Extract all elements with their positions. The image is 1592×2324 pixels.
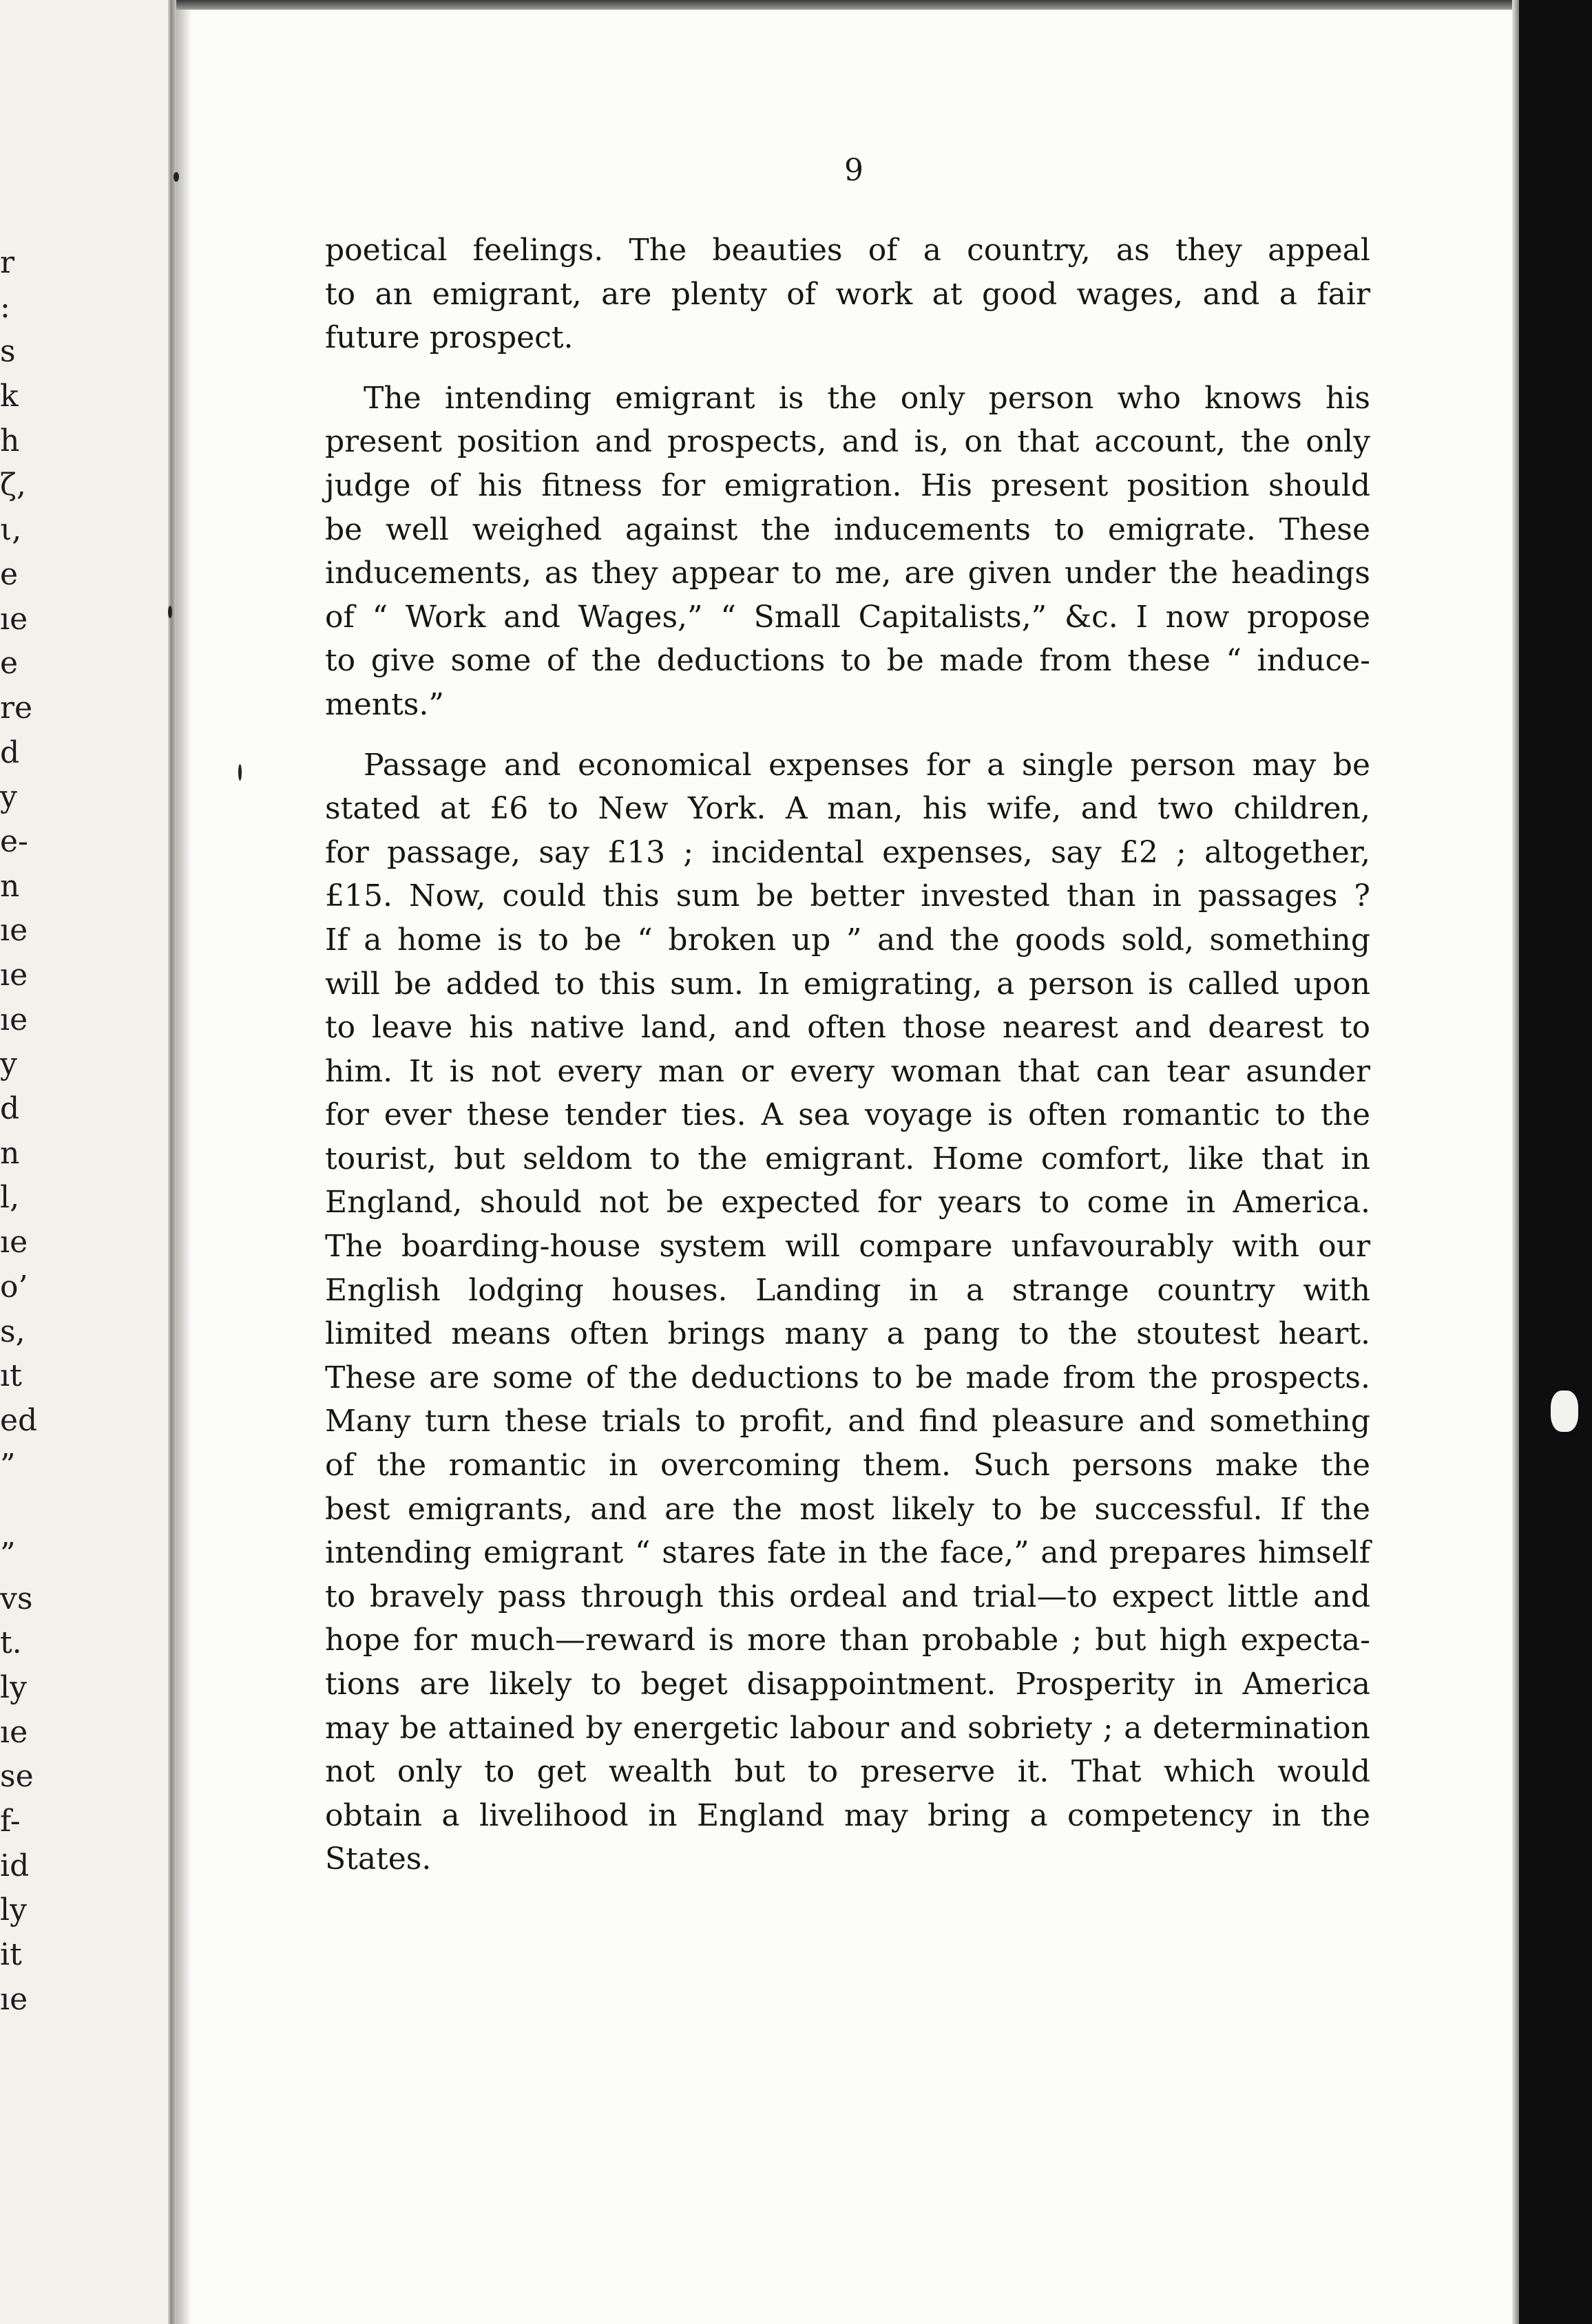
gutter-shadow bbox=[176, 0, 191, 2324]
text-line: Many turn these trials to profit, and find pleasure and something bbox=[325, 1404, 1370, 1439]
previous-page-line-ending: it bbox=[0, 1937, 22, 1973]
text-line: English lodging houses. Landing in a strange country with bbox=[325, 1272, 1370, 1308]
previous-page-line-ending: vs bbox=[0, 1581, 33, 1616]
page-number: 9 bbox=[844, 153, 863, 188]
previous-page-line-ending: ıe bbox=[0, 1225, 28, 1260]
scan-right-border bbox=[1519, 0, 1592, 2324]
paragraph bbox=[325, 743, 1370, 1881]
previous-page-line-ending: re bbox=[0, 690, 33, 726]
text-line: The boarding-house system will compare unfavourably with our bbox=[325, 1229, 1370, 1265]
text-line: of “ Work and Wages,” “ Small Capitalists,” &c. I now propose bbox=[325, 599, 1370, 635]
previous-page-line-ending: ıt bbox=[0, 1358, 22, 1394]
previous-page-line-ending: ıe bbox=[0, 1981, 28, 2017]
text-line: limited means often brings many a pang to the stoutest heart. bbox=[325, 1316, 1370, 1352]
paragraph bbox=[325, 229, 1370, 360]
previous-page-line-ending: y bbox=[0, 779, 17, 815]
text-line: will be added to this sum. In emigrating, a person is called upon bbox=[325, 966, 1370, 1002]
text-line: present position and prospects, and is, on that account, the only bbox=[325, 424, 1370, 460]
previous-page-line-ending: ly bbox=[0, 1892, 27, 1928]
text-line: not only to get wealth but to preserve it. That which would bbox=[325, 1754, 1370, 1790]
previous-page-line-ending: k bbox=[0, 379, 19, 414]
previous-page-line-ending: y bbox=[0, 1046, 17, 1082]
text-line: to an emigrant, are plenty of work at good wages, and a fair bbox=[325, 276, 1370, 312]
text-line: obtain a livelihood in England may bring a competency in the bbox=[325, 1797, 1370, 1833]
text-line: ments.” bbox=[325, 686, 444, 722]
text-line: tourist, but seldom to the emigrant. Home comfort, like that in bbox=[325, 1141, 1370, 1176]
previous-page-line-ending: ly bbox=[0, 1670, 27, 1705]
previous-page-line-ending: d bbox=[0, 1091, 20, 1127]
previous-page-line-ending: n bbox=[0, 1135, 20, 1171]
text-line: inducements, as they appear to me, are given under the headings bbox=[325, 556, 1370, 591]
previous-page-line-ending: e bbox=[0, 556, 19, 592]
text-line: tions are likely to beget disappointment. Prosperity in America bbox=[325, 1667, 1370, 1702]
text-line: judge of his fitness for emigration. His present position should bbox=[325, 467, 1370, 503]
previous-page-line-ending: id bbox=[0, 1848, 30, 1883]
previous-page-line-ending: ed bbox=[0, 1402, 38, 1438]
previous-page-line-ending: ıe bbox=[0, 601, 28, 637]
previous-page-line-ending bbox=[0, 1488, 41, 1532]
previous-page-edge bbox=[0, 0, 172, 2324]
text-line: of the romantic in overcoming them. Such persons make the bbox=[325, 1448, 1370, 1483]
text-line: him. It is not every man or every woman that can tear asunder bbox=[325, 1053, 1370, 1089]
previous-page-line-ending: s, bbox=[0, 1313, 25, 1349]
text-line: to give some of the deductions to be made from these “ induce- bbox=[325, 643, 1370, 679]
text-line: best emigrants, and are the most likely to be successful. If the bbox=[325, 1491, 1370, 1527]
text-line: These are some of the deductions to be made from the prospects. bbox=[325, 1360, 1370, 1395]
text-line: to bravely pass through this ordeal and trial—to expect little and bbox=[325, 1578, 1370, 1614]
text-line: intending emigrant “ stares fate in the face,” and prepares himself bbox=[325, 1535, 1370, 1571]
text-line: may be attained by energetic labour and sobriety ; a determination bbox=[325, 1710, 1370, 1746]
scan-speck bbox=[238, 764, 242, 781]
previous-page-line-ending: h bbox=[0, 423, 20, 458]
text-line: poetical feelings. The beauties of a country, as they appeal bbox=[325, 233, 1370, 268]
paragraph bbox=[325, 377, 1370, 727]
page-fold-line bbox=[168, 0, 176, 2324]
text-line: to leave his native land, and often those nearest and dearest to bbox=[325, 1010, 1370, 1046]
previous-page-line-ending: n bbox=[0, 868, 20, 904]
previous-page-line-ending: : bbox=[0, 289, 10, 325]
scan-speck bbox=[174, 172, 179, 182]
text-line: The intending emigrant is the only person who knows his bbox=[364, 380, 1370, 416]
text-line: for ever these tender ties. A sea voyage is often romantic to the bbox=[325, 1097, 1370, 1133]
previous-page-line-ending: ” bbox=[0, 1536, 16, 1572]
previous-page-line-ending: ıe bbox=[0, 958, 28, 993]
scan-top-edge bbox=[176, 0, 1592, 10]
previous-page-line-ending: f- bbox=[0, 1804, 21, 1839]
previous-page-line-ending: e- bbox=[0, 823, 28, 859]
previous-page-line-ending: se bbox=[0, 1759, 34, 1795]
text-line: Passage and economical expenses for a single person may be bbox=[364, 747, 1370, 783]
previous-page-line-ending: ι, bbox=[0, 512, 22, 548]
previous-page-line-ending: s bbox=[0, 334, 16, 370]
text-line: future prospect. bbox=[325, 320, 574, 356]
scan-speck bbox=[168, 606, 172, 618]
body-text bbox=[325, 229, 1370, 1881]
previous-page-line-ending: ıe bbox=[0, 913, 28, 949]
previous-page-line-endings bbox=[0, 241, 41, 2022]
previous-page-line-ending: e bbox=[0, 646, 19, 682]
previous-page-line-ending: r bbox=[0, 245, 15, 280]
previous-page-line-ending: d bbox=[0, 735, 20, 770]
scan-speck bbox=[1551, 1391, 1578, 1432]
text-line: States. bbox=[325, 1841, 432, 1877]
text-line: stated at £6 to New York. A man, his wife, and two children, bbox=[325, 791, 1370, 827]
text-line: hope for much—reward is more than probable ; but high expecta- bbox=[325, 1623, 1370, 1658]
previous-page-line-ending: t. bbox=[0, 1625, 22, 1661]
previous-page-line-ending: ” bbox=[0, 1447, 16, 1483]
previous-page-line-ending: ıe bbox=[0, 1002, 28, 1037]
text-line: £15. Now, could this sum be better invested than in passages ? bbox=[325, 878, 1370, 914]
previous-page-line-ending: ıe bbox=[0, 1714, 28, 1750]
previous-page-line-ending: ζ, bbox=[0, 467, 26, 503]
text-line: for passage, say £13 ; incidental expenses, say £2 ; altogether, bbox=[325, 834, 1370, 870]
text-line: England, should not be expected for years to come in America. bbox=[325, 1185, 1370, 1221]
text-line: be well weighed against the inducements to emigrate. These bbox=[325, 511, 1370, 547]
previous-page-line-ending: o’ bbox=[0, 1269, 28, 1304]
previous-page-line-ending: l, bbox=[0, 1180, 20, 1216]
text-line: If a home is to be “ broken up ” and the goods sold, something bbox=[325, 922, 1370, 958]
